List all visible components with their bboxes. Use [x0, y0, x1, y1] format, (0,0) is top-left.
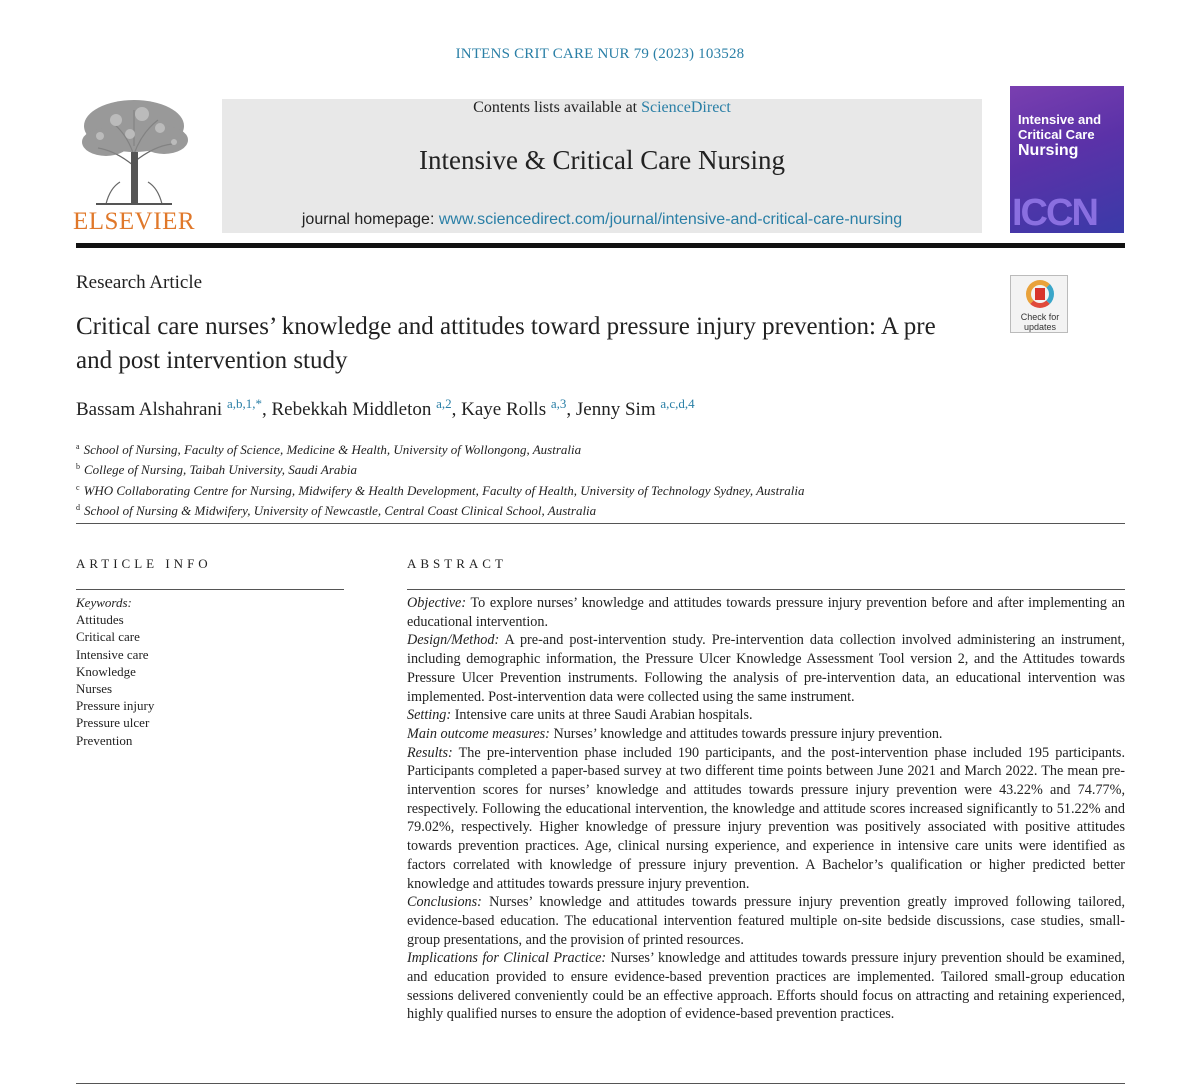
- affiliation-text: College of Nursing, Taibah University, Saudi Arabia: [84, 462, 358, 478]
- publisher-logo[interactable]: [72, 96, 196, 236]
- abstract-paragraph: [407, 744, 1125, 894]
- check-for-updates-button[interactable]: [1010, 275, 1068, 333]
- abstract-section-text: Intensive care units at three Saudi Arabian hospitals.: [451, 707, 753, 724]
- author-name[interactable]: Jenny Sim: [575, 399, 656, 420]
- abstract-body: [407, 594, 1125, 1024]
- abstract-paragraph: [407, 631, 1125, 706]
- keyword-item[interactable]: Attitudes: [76, 612, 124, 628]
- abstract-section-text: Nurses’ knowledge and attitudes towards pressure injury prevention should be examined, and education provided to ensure evidence-based prevention practices are implemented. Tailored small-group education sessions delivered conveniently could be an effective approach. Efforts should focus on attracting and retaining experienced, highly qualified nurses to ensure the adoption of evidence-based prevention practices.: [407, 950, 1125, 1023]
- abstract-section-text: The pre-intervention phase included 190 participants, and the post-intervention phase included 195 participants. Participants completed a paper-based survey at two different time points between June 2021 and March 2022. The mean pre-intervention scores for nurses’ knowledge and attitudes towards pressure injury prevention were 43.22% and 74.77%, respectively. Following the educational intervention, the knowledge and attitude scores increased significantly to 51.22% and 79.02%, respectively. Higher knowledge of pressure injury prevention was positively associated with positive attitudes towards prevention practices. Age, clinical nursing experience, and experience in intensive care units were identified as factors correlated with knowledge of pressure injury prevention. A Bachelor’s qualification or higher predicted better knowledge and attitudes towards pressure injury prevention.: [407, 744, 1125, 892]
- abstract-section-text: Nurses’ knowledge and attitudes towards pressure injury prevention.: [549, 725, 943, 742]
- journal-homepage-link[interactable]: www.sciencedirect.com/journal/intensive-and-critical-care-nursing: [438, 211, 903, 228]
- keyword-item[interactable]: Pressure ulcer: [76, 715, 150, 731]
- bookmark-icon: [1035, 288, 1045, 300]
- abstract-section-label: Results:: [407, 744, 453, 761]
- abstract-paragraph: [407, 725, 1125, 744]
- abstract-heading: ABSTRACT: [407, 556, 507, 571]
- keyword-item[interactable]: Nurses: [76, 681, 113, 697]
- affiliation-key: b: [76, 462, 80, 472]
- cover-title-line-3: Nursing: [1018, 142, 1079, 159]
- author-list: Bassam Alshahrani $^{a,b,1,*}$, Rebekkah Middleton $^{a,2}$, Kaye Rolls $^{a,3}$, Jenny Sim $^{a,c,d,4}$: [76, 396, 695, 420]
- abstract-section-text: Nurses’ knowledge and attitudes towards pressure injury prevention greatly improved following tailored, evidence-based education. The educational intervention featured multiple on-site bedside discussions, case studies, small-group presentations, and the provision of printed resources.: [407, 894, 1125, 948]
- author-affiliation-marks[interactable]: a,3: [550, 396, 567, 411]
- affiliation-key: c: [76, 482, 80, 492]
- affiliation-key: a: [76, 442, 80, 451]
- header-divider: [76, 243, 1125, 248]
- affiliation-key: d: [76, 502, 80, 512]
- keyword-item[interactable]: Prevention: [76, 732, 133, 748]
- journal-name[interactable]: Intensive & Critical Care Nursing: [419, 145, 785, 175]
- article-title: Critical care nurses’ knowledge and attitudes toward pressure injury prevention: A pre and post intervention study: [76, 313, 936, 374]
- article-type: Research Article: [76, 272, 203, 293]
- author-affiliation-marks[interactable]: a,2: [436, 396, 452, 411]
- article-info-heading: ARTICLE INFO: [76, 556, 212, 571]
- journal-cover[interactable]: [1010, 86, 1124, 233]
- cover-title: [1018, 112, 1122, 160]
- keyword-item[interactable]: Intensive care: [76, 646, 149, 662]
- article-info-divider: [76, 589, 344, 590]
- abstract-section-label: Main outcome measures:: [407, 725, 550, 742]
- elsevier-tree-icon: [76, 96, 192, 206]
- affiliation-item: [76, 458, 805, 478]
- keyword-item[interactable]: Pressure injury: [76, 698, 155, 714]
- cover-letters: ICCN: [1012, 192, 1097, 233]
- affiliations-divider: [76, 523, 1125, 524]
- abstract-paragraph: [407, 594, 1125, 631]
- affiliation-item: [76, 479, 805, 499]
- abstract-section-label: Design/Method:: [407, 632, 500, 649]
- elsevier-wordmark: ELSEVIER: [72, 208, 196, 235]
- author-affiliation-marks[interactable]: a,c,d,4: [660, 396, 695, 411]
- abstract-paragraph: [407, 706, 1125, 725]
- author-name[interactable]: Bassam Alshahrani: [76, 399, 223, 420]
- affiliation-item: [76, 499, 805, 519]
- keywords-list: [76, 594, 154, 749]
- journal-header-band: [222, 99, 982, 233]
- abstract-section-text: To explore nurses’ knowledge and attitudes towards pressure injury prevention before and after implementing an educational intervention.: [407, 595, 1125, 630]
- author-name[interactable]: Rebekkah Middleton: [271, 399, 432, 420]
- affiliation-text: School of Nursing & Midwifery, University of Newcastle, Central Coast Clinical School, Australia: [84, 502, 597, 518]
- abstract-divider: [407, 589, 1125, 590]
- keyword-item[interactable]: Critical care: [76, 629, 140, 645]
- abstract-section-label: Objective:: [407, 595, 467, 611]
- contents-prefix: Contents lists available at: [473, 99, 642, 116]
- abstract-paragraph: [407, 893, 1125, 949]
- abstract-paragraph: [407, 949, 1125, 1024]
- check-for-updates-line-1: Check for: [1020, 312, 1060, 322]
- contents-line: [222, 99, 982, 117]
- abstract-section-label: Conclusions:: [407, 894, 482, 911]
- check-for-updates-line-2: updates: [1023, 322, 1057, 332]
- homepage-prefix: journal homepage:: [301, 211, 439, 228]
- cover-title-line-1: Intensive and: [1018, 112, 1102, 127]
- homepage-line: [222, 211, 982, 229]
- affiliation-text: WHO Collaborating Centre for Nursing, Midwifery & Health Development, Faculty of Health, University of Technology Sydney, Australia: [83, 482, 805, 498]
- author-name[interactable]: Kaye Rolls: [461, 399, 547, 420]
- sciencedirect-link[interactable]: ScienceDirect: [641, 99, 731, 116]
- affiliations: [76, 438, 805, 519]
- journal-citation[interactable]: INTENS CRIT CARE NUR 79 (2023) 103528: [455, 46, 745, 62]
- abstract-section-label: Setting:: [407, 707, 452, 724]
- keywords-label: Keywords:: [76, 595, 132, 610]
- affiliation-item: [76, 438, 805, 458]
- footer-divider: [76, 1083, 1125, 1084]
- abstract-section-label: Implications for Clinical Practice:: [407, 950, 607, 967]
- cover-title-line-2: Critical Care: [1018, 127, 1095, 142]
- affiliation-text: School of Nursing, Faculty of Science, Medicine & Health, University of Wollongong, Australia: [83, 442, 582, 457]
- abstract-section-text: A pre-and post-intervention study. Pre-intervention data collection involved administering an instrument, including demographic information, the Pressure Ulcer Knowledge Assessment Tool version 2, and the Attitudes towards Pressure Ulcer Prevention instruments. Following the analysis of pre-intervention data, an educational intervention was implemented. Post-intervention data were collected using the same instrument.: [407, 632, 1125, 705]
- keyword-item[interactable]: Knowledge: [76, 663, 136, 679]
- check-for-updates-label: [1011, 312, 1069, 332]
- author-affiliation-marks[interactable]: a,b,1,*: [226, 396, 262, 411]
